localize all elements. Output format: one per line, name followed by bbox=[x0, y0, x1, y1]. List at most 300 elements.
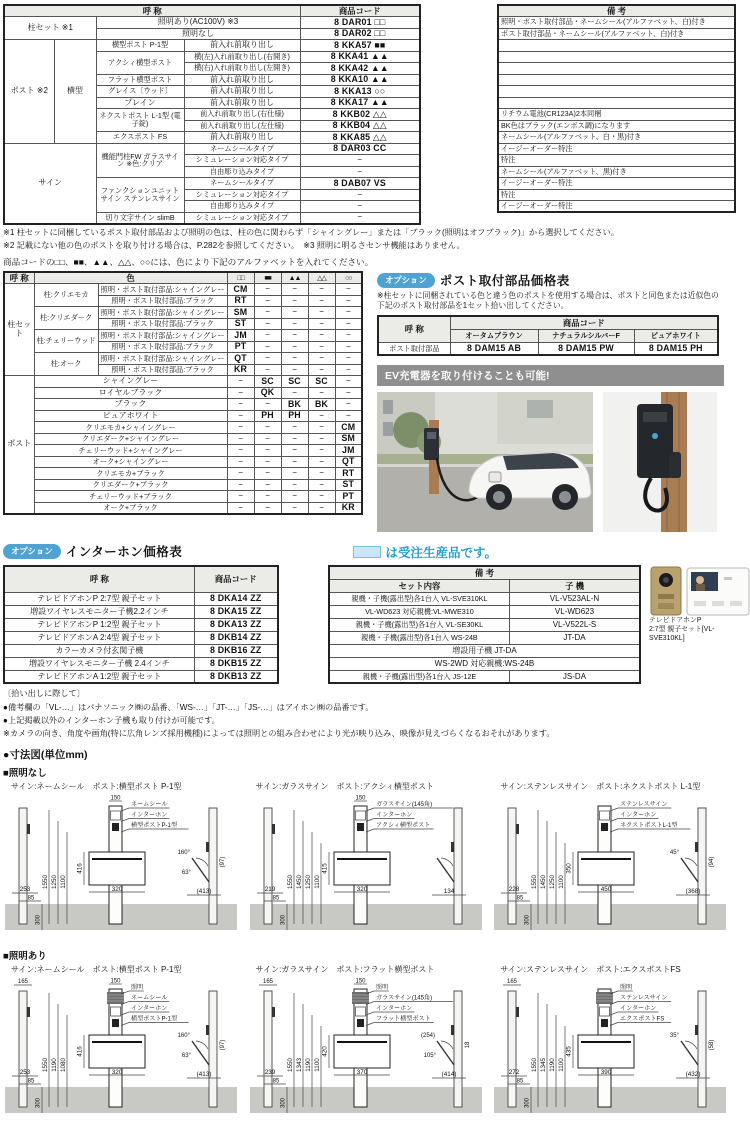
cell: ポスト取付部品・ネームシール(アルファベット、白)付き bbox=[498, 28, 735, 40]
cell: − bbox=[281, 502, 308, 514]
cell: 横型 bbox=[54, 40, 96, 144]
cell: BK bbox=[281, 399, 308, 411]
cell: − bbox=[254, 422, 281, 434]
intercom-photo-caption: テレビドアホンP bbox=[649, 617, 702, 625]
svg-text:85: 85 bbox=[517, 1078, 524, 1085]
table-row bbox=[4, 605, 278, 618]
cell: 照明・ポスト取付部品:ブラック bbox=[98, 341, 227, 353]
cell: − bbox=[308, 387, 335, 399]
table-row bbox=[378, 316, 718, 329]
cell: QT bbox=[227, 353, 254, 365]
svg-text:415: 415 bbox=[321, 862, 329, 874]
table-row bbox=[4, 468, 362, 480]
svg-text:1190: 1190 bbox=[304, 1057, 312, 1072]
cell: テレビドアホンP 1:2型 親子セット bbox=[4, 618, 194, 631]
table-row bbox=[498, 51, 735, 63]
cell: − bbox=[254, 433, 281, 445]
table-row bbox=[4, 17, 420, 29]
cell: シミュレーション対応タイプ bbox=[184, 189, 300, 201]
table-row bbox=[378, 342, 718, 355]
table-row bbox=[498, 5, 735, 17]
cell bbox=[498, 51, 735, 63]
svg-text:150: 150 bbox=[355, 978, 366, 985]
svg-text:150: 150 bbox=[110, 978, 121, 985]
svg-text:1100: 1100 bbox=[558, 874, 566, 889]
cell: − bbox=[281, 341, 308, 353]
intercom-note: ※カメラの向き、角度や画角(特に広角レンズ採用機種)によっては照明との組み合わせにより光が映り込み、映像が見えづらくなるおそれがあります。 bbox=[3, 728, 555, 738]
svg-text:390: 390 bbox=[601, 1068, 612, 1076]
diagram-row-no-light bbox=[3, 779, 737, 945]
cell: ポスト bbox=[4, 376, 34, 514]
svg-text:1550: 1550 bbox=[42, 874, 49, 889]
cell: SM bbox=[227, 307, 254, 319]
cell: − bbox=[281, 433, 308, 445]
diagram-drawing bbox=[3, 792, 239, 940]
cell: KR bbox=[227, 364, 254, 376]
cell: 柱セット bbox=[4, 284, 34, 376]
svg-text:320: 320 bbox=[111, 885, 123, 893]
cell: − bbox=[308, 433, 335, 445]
svg-text:300: 300 bbox=[524, 914, 531, 925]
svg-text:105°: 105° bbox=[423, 1052, 436, 1059]
column-header: 商品コード bbox=[300, 5, 420, 17]
table-row bbox=[4, 631, 278, 644]
svg-text:(414): (414) bbox=[441, 1070, 457, 1078]
dimensions-section bbox=[3, 747, 737, 1128]
cell: − bbox=[254, 502, 281, 514]
cell: 照明・ポスト取付部品:シャイングレー bbox=[98, 353, 227, 365]
made-to-order-text: は受注生産品です。 bbox=[385, 546, 497, 561]
footnote-2: ※2 記載にない他の色のポストを取り付ける場合は、P.282を参照してください。 ※3 照明に明るさセンサ機能はありません。 bbox=[3, 240, 465, 250]
cell: − bbox=[308, 284, 335, 296]
table-row bbox=[329, 631, 640, 644]
cell: 切り文字サイン slimB bbox=[96, 212, 184, 224]
color-code-intro: 商品コードの□□、■■、▲▲、△△、○○には、色により下記のアルファベットを入れてください。 bbox=[3, 256, 374, 267]
table-row bbox=[498, 28, 735, 40]
svg-text:160°: 160° bbox=[177, 849, 190, 856]
cell: CM bbox=[227, 284, 254, 296]
cell: JS-DA bbox=[509, 670, 640, 683]
cell: 8 KKA13 ○○ bbox=[300, 86, 420, 98]
cell: ネームシール(アルファベット、白・黒)付き bbox=[498, 132, 735, 144]
svg-text:アクシィ横型ポスト: アクシィ横型ポスト bbox=[375, 821, 430, 829]
table-row bbox=[329, 657, 640, 670]
cell: − bbox=[335, 353, 362, 365]
cell: イージーオーダー特注 bbox=[498, 143, 735, 155]
table bbox=[497, 4, 736, 213]
cell: − bbox=[281, 468, 308, 480]
cell: − bbox=[300, 201, 420, 213]
cell: 8 DKA13 ZZ bbox=[194, 618, 277, 631]
cell: 8 DAR02 □□ bbox=[300, 28, 420, 40]
cell: チェリーウッド+シャイングレー bbox=[34, 445, 227, 457]
cell: − bbox=[281, 330, 308, 342]
post-parts-title: ポスト取付部品価格表 bbox=[439, 274, 570, 289]
column-header: ▲▲ bbox=[281, 272, 308, 284]
table-row bbox=[4, 399, 362, 411]
cell: 照明・ポスト取付部品:ブラック bbox=[98, 318, 227, 330]
table bbox=[377, 315, 719, 356]
column-header: ■■ bbox=[254, 272, 281, 284]
with-light-label: ■照明あり bbox=[3, 950, 47, 962]
cell: 親機・子機(露出型)各1台入 VL-SVE310KL bbox=[329, 592, 510, 605]
cell: VL-V522L-S bbox=[509, 618, 640, 631]
svg-text:1345: 1345 bbox=[540, 1057, 548, 1072]
svg-text:インターホン: インターホン bbox=[620, 1004, 657, 1012]
cell: − bbox=[254, 284, 281, 296]
cell: − bbox=[227, 468, 254, 480]
cell bbox=[498, 63, 735, 75]
diagram-caption: サイン:ネームシール ポスト:横型ポスト P-1型 bbox=[11, 964, 182, 974]
cell: ネームシール(アルファベット、黒)付き bbox=[498, 166, 735, 178]
svg-text:300: 300 bbox=[280, 1097, 287, 1108]
cell: 前入れ前取り出し(右仕様) bbox=[184, 109, 300, 121]
diagram-caption: サイン:ステンレスサイン ポスト:ネクストポスト L-1型 bbox=[500, 781, 701, 791]
cell: − bbox=[308, 410, 335, 422]
table-row bbox=[498, 40, 735, 52]
table-row bbox=[4, 272, 362, 284]
svg-text:320: 320 bbox=[111, 1068, 123, 1076]
cell: − bbox=[254, 330, 281, 342]
intercom-note: ●備考欄の「VL-…」はパナソニック㈱の品番、「WS-…」「JT-…」「JS-…」はアイホン㈱の品番です。 bbox=[3, 702, 374, 712]
column-header: 呼 称 bbox=[4, 272, 34, 284]
table-row bbox=[498, 74, 735, 86]
ev-banner: EV充電器を取り付けることも可能! bbox=[377, 365, 724, 386]
cell: PT bbox=[227, 341, 254, 353]
table-row bbox=[329, 644, 640, 657]
svg-text:85: 85 bbox=[272, 1078, 280, 1085]
cell: KR bbox=[335, 502, 362, 514]
svg-text:134: 134 bbox=[443, 887, 454, 895]
cell: ロイヤルブラック bbox=[34, 387, 227, 399]
cell: − bbox=[335, 387, 362, 399]
cell: グレイス〔ウッド〕 bbox=[96, 86, 184, 98]
diagram-drawing bbox=[3, 975, 239, 1123]
table-row bbox=[4, 143, 420, 155]
column-header: 呼 称 bbox=[378, 316, 450, 342]
cell: − bbox=[254, 307, 281, 319]
dimension-diagram bbox=[492, 962, 737, 1128]
cell: 特注 bbox=[498, 189, 735, 201]
table-row bbox=[4, 40, 420, 52]
intercom-remarks-table bbox=[328, 565, 641, 684]
cell: シミュレーション対応タイプ bbox=[184, 155, 300, 167]
intercom-price-table bbox=[3, 565, 279, 684]
cell: 照明・ポスト取付部品・ネームシール(アルファベット、白)付き bbox=[498, 17, 735, 29]
svg-text:ガラスサイン(145角): ガラスサイン(145角) bbox=[375, 800, 432, 808]
table-row bbox=[329, 605, 640, 618]
table-row bbox=[4, 445, 362, 457]
cell: − bbox=[308, 502, 335, 514]
svg-text:63°: 63° bbox=[181, 1052, 191, 1059]
cell: − bbox=[335, 295, 362, 307]
cell: QT bbox=[335, 456, 362, 468]
svg-text:(58): (58) bbox=[709, 1039, 716, 1051]
svg-text:(254): (254) bbox=[420, 1032, 435, 1039]
cell: − bbox=[254, 399, 281, 411]
svg-text:1250: 1250 bbox=[549, 874, 557, 889]
cell: 照明なし bbox=[96, 28, 300, 40]
cell: ポスト ※2 bbox=[4, 40, 54, 144]
cell bbox=[498, 86, 735, 98]
svg-text:1190: 1190 bbox=[549, 1057, 557, 1072]
cell: JM bbox=[227, 330, 254, 342]
svg-text:ネームシール: ネームシール bbox=[131, 800, 168, 808]
column-header: 備 考 bbox=[329, 566, 640, 579]
svg-text:1080: 1080 bbox=[60, 1057, 67, 1072]
cell: − bbox=[227, 399, 254, 411]
cell: 8 DKA15 ZZ bbox=[194, 605, 277, 618]
column-header: ナチュラルシルバーF bbox=[538, 329, 634, 342]
cell: サイン bbox=[4, 143, 96, 224]
cell: PH bbox=[254, 410, 281, 422]
cell: 8 KKA85 △△ bbox=[300, 132, 420, 144]
table-row bbox=[498, 63, 735, 75]
cell: − bbox=[335, 410, 362, 422]
cell: 柱:クリエダーク bbox=[34, 307, 98, 330]
cell: 特注 bbox=[498, 155, 735, 167]
cell: クリエダーク+シャイングレー bbox=[34, 433, 227, 445]
cell: − bbox=[254, 364, 281, 376]
cell: 横型ポスト P-1型 bbox=[96, 40, 184, 52]
cell: − bbox=[281, 353, 308, 365]
post-parts-column bbox=[377, 271, 724, 532]
cell: JT-DA bbox=[509, 631, 640, 644]
cell: − bbox=[300, 189, 420, 201]
table-row bbox=[329, 670, 640, 683]
svg-text:45°: 45° bbox=[670, 849, 680, 856]
table-row bbox=[498, 166, 735, 178]
cell: 8 KKB02 △△ bbox=[300, 109, 420, 121]
table-row bbox=[4, 284, 362, 296]
svg-text:横型ポストP-1型: 横型ポストP-1型 bbox=[131, 821, 178, 829]
column-header: 呼 称 bbox=[4, 5, 300, 17]
cell: 自由彫り込みタイプ bbox=[184, 166, 300, 178]
cell: 柱セット ※1 bbox=[4, 17, 96, 40]
main-product-table-section bbox=[3, 4, 737, 251]
svg-text:1100: 1100 bbox=[558, 1057, 566, 1072]
cell: 増設ワイヤレスモニター子機 2.4インチ bbox=[4, 657, 194, 670]
table-row bbox=[4, 566, 278, 592]
svg-text:1550: 1550 bbox=[42, 1057, 49, 1072]
table-row bbox=[498, 132, 735, 144]
cell: − bbox=[300, 212, 420, 224]
cell: チェリーウッド+ブラック bbox=[34, 491, 227, 503]
cell: 前入れ前取り出し bbox=[184, 40, 300, 52]
intercom-note: ●上記掲載以外のインターホン子機も取り付けが可能です。 bbox=[3, 715, 220, 725]
column-header: 色 bbox=[34, 272, 227, 284]
cell: − bbox=[254, 341, 281, 353]
svg-text:横型ポストP-1型: 横型ポストP-1型 bbox=[131, 1015, 178, 1023]
cell: CM bbox=[335, 422, 362, 434]
footnote-1: ※1 柱セットに同梱しているポスト取付部品および照明の色は、柱の色に関わらず「シャイングレー」または「ブラック(照明はオフブラック)」から選択してください。 bbox=[3, 227, 619, 237]
cell: 8 DKB16 ZZ bbox=[194, 644, 277, 657]
svg-text:165: 165 bbox=[262, 978, 273, 985]
svg-text:1343: 1343 bbox=[295, 1057, 303, 1072]
cell: − bbox=[335, 376, 362, 388]
svg-text:150: 150 bbox=[110, 795, 121, 802]
svg-text:インターホン: インターホン bbox=[131, 1004, 168, 1012]
dimensions-heading: ●寸法図(単位mm) bbox=[3, 748, 88, 761]
svg-text:フラット横型ポスト: フラット横型ポスト bbox=[375, 1015, 431, 1023]
svg-text:インターホン: インターホン bbox=[375, 811, 412, 819]
cell: − bbox=[254, 491, 281, 503]
cell: テレビドアホンA 1:2型 親子セット bbox=[4, 670, 194, 683]
cell: ピュアホワイト bbox=[34, 410, 227, 422]
table-row bbox=[4, 502, 362, 514]
cell: − bbox=[281, 295, 308, 307]
cell: − bbox=[308, 456, 335, 468]
monitor-photo bbox=[686, 565, 750, 617]
svg-text:450: 450 bbox=[601, 885, 612, 893]
cell: RT bbox=[335, 468, 362, 480]
column-header: セット内容 bbox=[329, 579, 510, 592]
svg-text:300: 300 bbox=[35, 1097, 42, 1108]
svg-text:1550: 1550 bbox=[531, 874, 539, 889]
cell: − bbox=[227, 376, 254, 388]
diagram-caption: サイン:ステンレスサイン ポスト:エクスポストFS bbox=[500, 964, 681, 974]
table-row bbox=[4, 618, 278, 631]
made-to-order-swatch bbox=[353, 546, 381, 558]
table-row bbox=[4, 410, 362, 422]
cell: 機能門柱FW ガラスサイン ※色:クリア bbox=[96, 143, 184, 178]
svg-text:照明: 照明 bbox=[131, 983, 144, 991]
cell: − bbox=[227, 433, 254, 445]
cell: − bbox=[281, 422, 308, 434]
cell: クリエダーク+ブラック bbox=[34, 479, 227, 491]
svg-text:272: 272 bbox=[509, 1068, 520, 1076]
cell: 8 DAR03 CC bbox=[300, 143, 420, 155]
cell: − bbox=[308, 295, 335, 307]
cell: − bbox=[227, 387, 254, 399]
column-header: ピュアホワイト bbox=[634, 329, 718, 342]
svg-text:ステンレスサイン: ステンレスサイン bbox=[620, 994, 668, 1002]
svg-text:85: 85 bbox=[517, 895, 524, 902]
cell: 8 DAM15 AB bbox=[450, 342, 538, 355]
table bbox=[328, 565, 641, 684]
column-header: 商品コード bbox=[194, 566, 277, 592]
no-light-label: ■照明なし bbox=[3, 767, 47, 779]
svg-text:(97): (97) bbox=[220, 856, 226, 868]
ev-photos bbox=[377, 392, 724, 532]
cell: − bbox=[308, 491, 335, 503]
svg-text:(94): (94) bbox=[709, 856, 716, 868]
svg-text:1250: 1250 bbox=[51, 874, 58, 889]
cell bbox=[498, 40, 735, 52]
cell: PH bbox=[281, 410, 308, 422]
table bbox=[3, 4, 421, 225]
cell: − bbox=[308, 341, 335, 353]
cell: 柱:チェリーウッド bbox=[34, 330, 98, 353]
cell: イージーオーダー特注 bbox=[498, 178, 735, 190]
column-header: 子 機 bbox=[509, 579, 640, 592]
svg-text:320: 320 bbox=[356, 885, 367, 893]
svg-text:ステンレスサイン: ステンレスサイン bbox=[620, 800, 668, 808]
dimension-diagram bbox=[492, 779, 737, 945]
cell: − bbox=[300, 155, 420, 167]
cell: 8 DKA14 ZZ bbox=[194, 592, 277, 605]
svg-text:300: 300 bbox=[280, 914, 287, 925]
table-row bbox=[4, 330, 362, 342]
svg-text:85: 85 bbox=[27, 1078, 35, 1085]
cell: RT bbox=[227, 295, 254, 307]
cell: リチウム電池(CR123A)2本同梱 bbox=[498, 109, 735, 121]
cell: 前入れ前取り出し bbox=[184, 86, 300, 98]
svg-text:ネクストポストL-1型: ネクストポストL-1型 bbox=[620, 821, 678, 829]
cell: 横(右)入れ前取り出し(左開き) bbox=[184, 63, 300, 75]
svg-text:35°: 35° bbox=[670, 1032, 680, 1039]
table-row bbox=[498, 143, 735, 155]
dimension-diagram bbox=[248, 962, 493, 1128]
cell: − bbox=[281, 364, 308, 376]
diagram-drawing bbox=[248, 975, 484, 1123]
table-row bbox=[4, 657, 278, 670]
svg-text:インターホン: インターホン bbox=[620, 811, 657, 819]
cell: エクスポスト FS bbox=[96, 132, 184, 144]
cell: 8 KKA42 ▲▲ bbox=[300, 63, 420, 75]
svg-text:インターホン: インターホン bbox=[131, 811, 168, 819]
svg-text:165: 165 bbox=[507, 978, 518, 985]
svg-text:照明: 照明 bbox=[620, 983, 633, 991]
intercom-section bbox=[3, 542, 737, 738]
table bbox=[3, 271, 363, 515]
cell: − bbox=[254, 318, 281, 330]
svg-text:1450: 1450 bbox=[540, 874, 548, 889]
table-row bbox=[329, 592, 640, 605]
color-code-table bbox=[3, 271, 363, 515]
cell: − bbox=[335, 330, 362, 342]
cell: PT bbox=[335, 491, 362, 503]
cell: カラーカメラ付玄関子機 bbox=[4, 644, 194, 657]
table-row bbox=[498, 97, 735, 109]
column-header: 商品コード bbox=[450, 316, 718, 329]
ev-charging-scene-photo bbox=[377, 392, 593, 532]
table-row bbox=[4, 376, 362, 388]
post-parts-note: ※柱セットに同梱されている色と違う色のポストを使用する場合は、ポストと同色または近似色の下記のポスト取付部品を1セット拾い出してください。 bbox=[377, 291, 719, 311]
cell: 柱:オーク bbox=[34, 353, 98, 376]
main-product-table bbox=[3, 4, 421, 225]
cell: − bbox=[281, 307, 308, 319]
cell: イージーオーダー特注 bbox=[498, 201, 735, 213]
cell: SC bbox=[254, 376, 281, 388]
svg-text:1550: 1550 bbox=[286, 1057, 294, 1072]
cell: − bbox=[300, 166, 420, 178]
cell: テレビドアホンA 2:4型 親子セット bbox=[4, 631, 194, 644]
cell: − bbox=[281, 491, 308, 503]
column-header: ○○ bbox=[335, 272, 362, 284]
cell: オーク+ブラック bbox=[34, 502, 227, 514]
intercom-title: インターホン価格表 bbox=[65, 545, 183, 560]
cell bbox=[498, 97, 735, 109]
cell: 照明・ポスト取付部品:シャイングレー bbox=[98, 307, 227, 319]
svg-text:85: 85 bbox=[272, 895, 280, 902]
svg-text:ガラスサイン(145角): ガラスサイン(145角) bbox=[375, 994, 432, 1002]
svg-text:1450: 1450 bbox=[295, 874, 303, 889]
cell: − bbox=[281, 284, 308, 296]
svg-text:エクスポストFS: エクスポストFS bbox=[620, 1015, 665, 1023]
cell: 8 KKA57 ■■ bbox=[300, 40, 420, 52]
cell: 8 KKA17 ▲▲ bbox=[300, 97, 420, 109]
svg-text:165: 165 bbox=[17, 978, 29, 985]
cell: ファンクションユニットサイン ステンレスサイン bbox=[96, 178, 184, 213]
table-row bbox=[498, 178, 735, 190]
table-row bbox=[329, 566, 640, 579]
cell: − bbox=[308, 422, 335, 434]
cell: SC bbox=[308, 376, 335, 388]
svg-text:416: 416 bbox=[76, 1045, 84, 1057]
table-row bbox=[4, 387, 362, 399]
diagram-caption: サイン:ネームシール ポスト:横型ポスト P-1型 bbox=[11, 781, 182, 791]
